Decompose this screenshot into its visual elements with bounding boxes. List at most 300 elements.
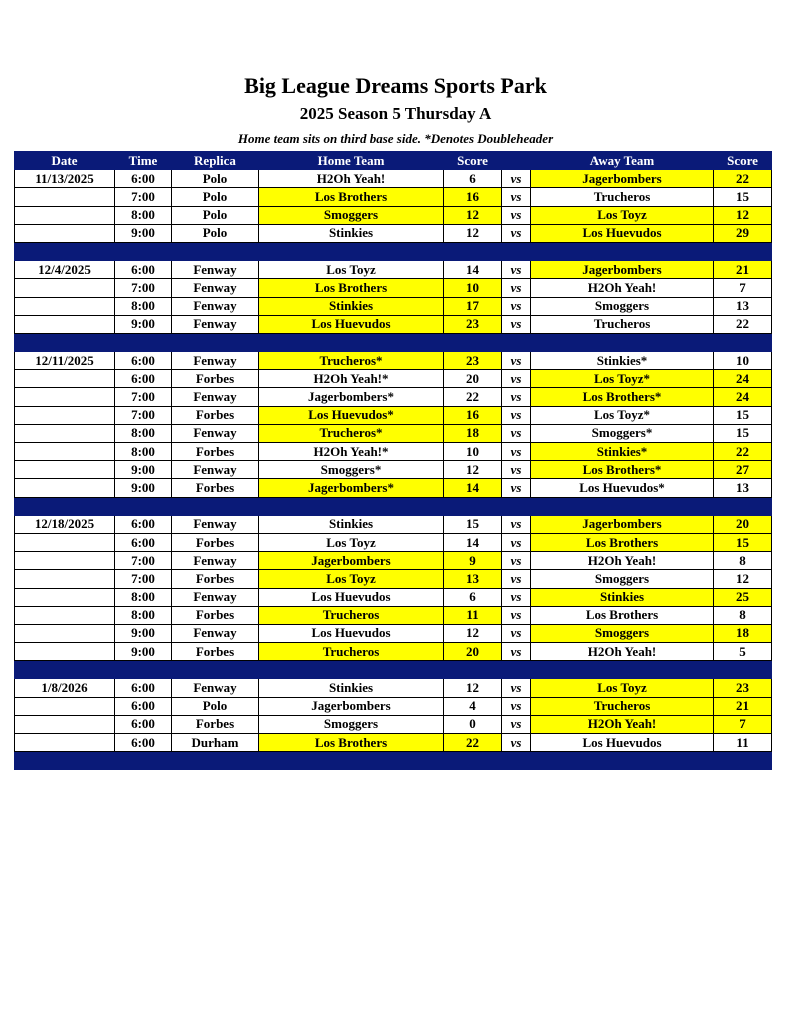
game-time: 7:00 <box>115 570 172 588</box>
vs-label: vs <box>502 533 531 551</box>
separator-cell <box>502 242 531 260</box>
away-score: 22 <box>714 443 772 461</box>
game-date <box>15 606 115 624</box>
home-score: 6 <box>444 170 502 188</box>
game-replica: Fenway <box>172 388 259 406</box>
game-date <box>15 406 115 424</box>
header-away-team: Away Team <box>531 152 714 170</box>
away-team: Los Toyz* <box>531 370 714 388</box>
game-date: 1/8/2026 <box>15 679 115 697</box>
vs-label: vs <box>502 570 531 588</box>
vs-label: vs <box>502 206 531 224</box>
home-score: 17 <box>444 297 502 315</box>
away-score: 15 <box>714 406 772 424</box>
week-separator <box>15 497 772 515</box>
home-team: Stinkies <box>259 679 444 697</box>
away-score: 5 <box>714 643 772 661</box>
home-team: Jagerbombers* <box>259 388 444 406</box>
vs-label: vs <box>502 315 531 333</box>
home-team: Los Huevudos <box>259 315 444 333</box>
away-score: 22 <box>714 170 772 188</box>
home-team: Smoggers* <box>259 461 444 479</box>
game-replica: Fenway <box>172 515 259 533</box>
game-row <box>15 734 772 752</box>
home-team: Jagerbombers <box>259 697 444 715</box>
away-team: Los Toyz <box>531 206 714 224</box>
away-team: Jagerbombers <box>531 261 714 279</box>
game-replica: Forbes <box>172 443 259 461</box>
vs-label: vs <box>502 679 531 697</box>
game-replica: Forbes <box>172 533 259 551</box>
game-row <box>15 552 772 570</box>
game-row <box>15 261 772 279</box>
home-team: Los Huevudos* <box>259 406 444 424</box>
separator-cell <box>444 661 502 679</box>
game-time: 6:00 <box>115 533 172 551</box>
game-time: 6:00 <box>115 261 172 279</box>
home-score: 4 <box>444 697 502 715</box>
game-date: 11/13/2025 <box>15 170 115 188</box>
game-date <box>15 279 115 297</box>
separator-cell <box>172 333 259 351</box>
away-team: Los Toyz <box>531 679 714 697</box>
game-time: 9:00 <box>115 624 172 642</box>
game-row <box>15 443 772 461</box>
separator-cell <box>531 242 714 260</box>
game-row <box>15 606 772 624</box>
game-replica: Polo <box>172 188 259 206</box>
game-row <box>15 715 772 733</box>
separator-cell <box>714 242 772 260</box>
game-time: 8:00 <box>115 443 172 461</box>
game-date <box>15 588 115 606</box>
vs-label: vs <box>502 188 531 206</box>
away-team: Jagerbombers <box>531 515 714 533</box>
header-vs <box>502 152 531 170</box>
home-team: Los Toyz <box>259 261 444 279</box>
home-score: 15 <box>444 515 502 533</box>
game-row <box>15 679 772 697</box>
home-team: H2Oh Yeah! <box>259 170 444 188</box>
game-date <box>15 388 115 406</box>
vs-label: vs <box>502 515 531 533</box>
vs-label: vs <box>502 443 531 461</box>
away-score: 21 <box>714 697 772 715</box>
separator-cell <box>115 661 172 679</box>
home-score: 14 <box>444 479 502 497</box>
home-score: 12 <box>444 206 502 224</box>
home-team: Los Brothers <box>259 734 444 752</box>
vs-label: vs <box>502 734 531 752</box>
separator-cell <box>115 752 172 770</box>
separator-cell <box>502 752 531 770</box>
game-date: 12/4/2025 <box>15 261 115 279</box>
away-score: 15 <box>714 188 772 206</box>
away-score: 15 <box>714 533 772 551</box>
away-team: Los Brothers <box>531 606 714 624</box>
away-team: Los Huevudos* <box>531 479 714 497</box>
separator-cell <box>15 242 115 260</box>
game-date <box>15 479 115 497</box>
vs-label: vs <box>502 461 531 479</box>
away-team: Smoggers <box>531 570 714 588</box>
away-score: 24 <box>714 388 772 406</box>
vs-label: vs <box>502 388 531 406</box>
game-row <box>15 697 772 715</box>
game-row <box>15 624 772 642</box>
game-date <box>15 697 115 715</box>
game-time: 7:00 <box>115 388 172 406</box>
away-score: 22 <box>714 315 772 333</box>
away-team: Stinkies* <box>531 352 714 370</box>
away-score: 8 <box>714 552 772 570</box>
game-row <box>15 297 772 315</box>
away-team: Los Huevudos <box>531 734 714 752</box>
game-date <box>15 570 115 588</box>
game-replica: Fenway <box>172 279 259 297</box>
away-team: H2Oh Yeah! <box>531 279 714 297</box>
away-team: Trucheros <box>531 697 714 715</box>
vs-label: vs <box>502 606 531 624</box>
home-team: H2Oh Yeah!* <box>259 370 444 388</box>
schedule-body <box>15 170 772 770</box>
home-score: 22 <box>444 734 502 752</box>
schedule-note: Home team sits on third base side. *Denotes Doubleheader <box>237 131 554 146</box>
game-row <box>15 170 772 188</box>
game-time: 8:00 <box>115 297 172 315</box>
vs-label: vs <box>502 406 531 424</box>
away-score: 13 <box>714 297 772 315</box>
away-score: 24 <box>714 370 772 388</box>
home-score: 16 <box>444 188 502 206</box>
home-score: 12 <box>444 624 502 642</box>
vs-label: vs <box>502 170 531 188</box>
header-home-team: Home Team <box>259 152 444 170</box>
header-replica: Replica <box>172 152 259 170</box>
vs-label: vs <box>502 588 531 606</box>
home-score: 6 <box>444 588 502 606</box>
game-time: 6:00 <box>115 352 172 370</box>
separator-cell <box>531 333 714 351</box>
away-score: 23 <box>714 679 772 697</box>
home-score: 20 <box>444 370 502 388</box>
separator-cell <box>15 752 115 770</box>
vs-label: vs <box>502 424 531 442</box>
away-team: Los Brothers* <box>531 388 714 406</box>
home-score: 22 <box>444 388 502 406</box>
vs-label: vs <box>502 479 531 497</box>
vs-label: vs <box>502 552 531 570</box>
game-date: 12/11/2025 <box>15 352 115 370</box>
game-date <box>15 206 115 224</box>
separator-cell <box>15 661 115 679</box>
game-date <box>15 643 115 661</box>
game-replica: Forbes <box>172 606 259 624</box>
away-score: 29 <box>714 224 772 242</box>
separator-cell <box>172 242 259 260</box>
away-team: Los Toyz* <box>531 406 714 424</box>
schedule-table <box>14 151 772 770</box>
game-row <box>15 188 772 206</box>
game-date <box>15 461 115 479</box>
game-replica: Fenway <box>172 261 259 279</box>
home-team: Jagerbombers <box>259 552 444 570</box>
game-time: 9:00 <box>115 315 172 333</box>
game-row <box>15 388 772 406</box>
home-team: Los Toyz <box>259 533 444 551</box>
away-score: 7 <box>714 715 772 733</box>
away-score: 20 <box>714 515 772 533</box>
home-team: Los Brothers <box>259 279 444 297</box>
header-row <box>15 152 772 170</box>
separator-cell <box>259 242 444 260</box>
home-score: 16 <box>444 406 502 424</box>
home-team: Smoggers <box>259 206 444 224</box>
home-team: Trucheros <box>259 606 444 624</box>
game-date <box>15 315 115 333</box>
away-score: 25 <box>714 588 772 606</box>
game-time: 7:00 <box>115 279 172 297</box>
away-score: 7 <box>714 279 772 297</box>
page-subtitle: 2025 Season 5 Thursday A <box>299 104 492 123</box>
home-team: Stinkies <box>259 297 444 315</box>
away-score: 11 <box>714 734 772 752</box>
vs-label: vs <box>502 643 531 661</box>
away-score: 27 <box>714 461 772 479</box>
game-replica: Fenway <box>172 552 259 570</box>
game-row <box>15 352 772 370</box>
home-score: 9 <box>444 552 502 570</box>
game-time: 6:00 <box>115 170 172 188</box>
away-score: 18 <box>714 624 772 642</box>
game-time: 8:00 <box>115 588 172 606</box>
game-date <box>15 734 115 752</box>
away-team: Smoggers <box>531 297 714 315</box>
game-replica: Forbes <box>172 479 259 497</box>
game-time: 6:00 <box>115 679 172 697</box>
vs-label: vs <box>502 297 531 315</box>
home-score: 23 <box>444 352 502 370</box>
separator-cell <box>15 497 115 515</box>
game-date <box>15 552 115 570</box>
home-team: Los Brothers <box>259 188 444 206</box>
home-team: Los Huevudos <box>259 624 444 642</box>
week-separator <box>15 242 772 260</box>
game-row <box>15 370 772 388</box>
game-replica: Fenway <box>172 679 259 697</box>
home-score: 12 <box>444 224 502 242</box>
home-team: Los Toyz <box>259 570 444 588</box>
separator-cell <box>115 333 172 351</box>
vs-label: vs <box>502 370 531 388</box>
game-time: 6:00 <box>115 515 172 533</box>
game-date <box>15 624 115 642</box>
separator-cell <box>714 497 772 515</box>
away-team: Stinkies <box>531 588 714 606</box>
home-team: Stinkies <box>259 515 444 533</box>
header-away-score: Score <box>714 152 772 170</box>
separator-cell <box>444 752 502 770</box>
away-team: Trucheros <box>531 315 714 333</box>
home-team: Jagerbombers* <box>259 479 444 497</box>
game-time: 6:00 <box>115 715 172 733</box>
separator-cell <box>531 752 714 770</box>
separator-cell <box>115 242 172 260</box>
game-date <box>15 297 115 315</box>
separator-cell <box>172 661 259 679</box>
game-replica: Fenway <box>172 424 259 442</box>
away-team: Trucheros <box>531 188 714 206</box>
away-score: 8 <box>714 606 772 624</box>
home-score: 13 <box>444 570 502 588</box>
away-score: 15 <box>714 424 772 442</box>
home-team: Los Huevudos <box>259 588 444 606</box>
home-team: H2Oh Yeah!* <box>259 443 444 461</box>
away-team: H2Oh Yeah! <box>531 552 714 570</box>
game-replica: Fenway <box>172 588 259 606</box>
game-time: 9:00 <box>115 461 172 479</box>
separator-cell <box>15 333 115 351</box>
away-team: Los Brothers <box>531 533 714 551</box>
game-row <box>15 461 772 479</box>
vs-label: vs <box>502 624 531 642</box>
home-team: Trucheros* <box>259 424 444 442</box>
away-team: Jagerbombers <box>531 170 714 188</box>
game-row <box>15 515 772 533</box>
week-separator <box>15 752 772 770</box>
game-row <box>15 279 772 297</box>
game-time: 9:00 <box>115 479 172 497</box>
game-replica: Fenway <box>172 624 259 642</box>
game-time: 9:00 <box>115 224 172 242</box>
away-score: 13 <box>714 479 772 497</box>
home-score: 12 <box>444 461 502 479</box>
vs-label: vs <box>502 715 531 733</box>
game-time: 6:00 <box>115 370 172 388</box>
home-score: 14 <box>444 261 502 279</box>
away-team: H2Oh Yeah! <box>531 715 714 733</box>
game-time: 6:00 <box>115 697 172 715</box>
header-time: Time <box>115 152 172 170</box>
separator-cell <box>115 497 172 515</box>
game-row <box>15 588 772 606</box>
home-score: 10 <box>444 279 502 297</box>
game-replica: Polo <box>172 170 259 188</box>
separator-cell <box>444 333 502 351</box>
game-replica: Durham <box>172 734 259 752</box>
separator-cell <box>444 242 502 260</box>
away-team: Smoggers <box>531 624 714 642</box>
away-team: Los Huevudos <box>531 224 714 242</box>
home-team: Trucheros* <box>259 352 444 370</box>
game-date <box>15 224 115 242</box>
separator-cell <box>259 333 444 351</box>
game-row <box>15 406 772 424</box>
week-separator <box>15 661 772 679</box>
home-team: Trucheros <box>259 643 444 661</box>
away-score: 12 <box>714 206 772 224</box>
separator-cell <box>172 752 259 770</box>
game-time: 7:00 <box>115 188 172 206</box>
separator-cell <box>531 661 714 679</box>
page-title: Big League Dreams Sports Park <box>244 73 547 98</box>
separator-cell <box>502 661 531 679</box>
home-score: 11 <box>444 606 502 624</box>
home-team: Stinkies <box>259 224 444 242</box>
separator-cell <box>259 752 444 770</box>
separator-cell <box>259 497 444 515</box>
game-replica: Polo <box>172 206 259 224</box>
game-time: 7:00 <box>115 406 172 424</box>
home-score: 18 <box>444 424 502 442</box>
vs-label: vs <box>502 279 531 297</box>
game-replica: Forbes <box>172 715 259 733</box>
game-time: 8:00 <box>115 424 172 442</box>
game-row <box>15 206 772 224</box>
game-time: 8:00 <box>115 206 172 224</box>
week-separator <box>15 333 772 351</box>
game-replica: Polo <box>172 224 259 242</box>
game-replica: Fenway <box>172 461 259 479</box>
game-row <box>15 643 772 661</box>
away-team: H2Oh Yeah! <box>531 643 714 661</box>
separator-cell <box>172 497 259 515</box>
separator-cell <box>444 497 502 515</box>
separator-cell <box>714 333 772 351</box>
game-replica: Forbes <box>172 370 259 388</box>
game-replica: Forbes <box>172 570 259 588</box>
game-row <box>15 479 772 497</box>
away-team: Stinkies* <box>531 443 714 461</box>
game-replica: Forbes <box>172 643 259 661</box>
header-home-score: Score <box>444 152 502 170</box>
game-date <box>15 533 115 551</box>
separator-cell <box>502 333 531 351</box>
separator-cell <box>502 497 531 515</box>
game-row <box>15 424 772 442</box>
home-score: 10 <box>444 443 502 461</box>
vs-label: vs <box>502 697 531 715</box>
game-date <box>15 443 115 461</box>
game-date <box>15 715 115 733</box>
header-date: Date <box>15 152 115 170</box>
game-time: 7:00 <box>115 552 172 570</box>
game-replica: Polo <box>172 697 259 715</box>
game-row <box>15 315 772 333</box>
home-score: 14 <box>444 533 502 551</box>
separator-cell <box>714 752 772 770</box>
home-score: 12 <box>444 679 502 697</box>
vs-label: vs <box>502 352 531 370</box>
home-score: 23 <box>444 315 502 333</box>
game-replica: Fenway <box>172 352 259 370</box>
away-team: Smoggers* <box>531 424 714 442</box>
game-date: 12/18/2025 <box>15 515 115 533</box>
game-row <box>15 570 772 588</box>
game-replica: Fenway <box>172 297 259 315</box>
home-team: Smoggers <box>259 715 444 733</box>
home-score: 20 <box>444 643 502 661</box>
game-replica: Fenway <box>172 315 259 333</box>
game-row <box>15 533 772 551</box>
separator-cell <box>714 661 772 679</box>
away-score: 12 <box>714 570 772 588</box>
away-score: 10 <box>714 352 772 370</box>
vs-label: vs <box>502 224 531 242</box>
game-replica: Forbes <box>172 406 259 424</box>
home-score: 0 <box>444 715 502 733</box>
game-time: 8:00 <box>115 606 172 624</box>
